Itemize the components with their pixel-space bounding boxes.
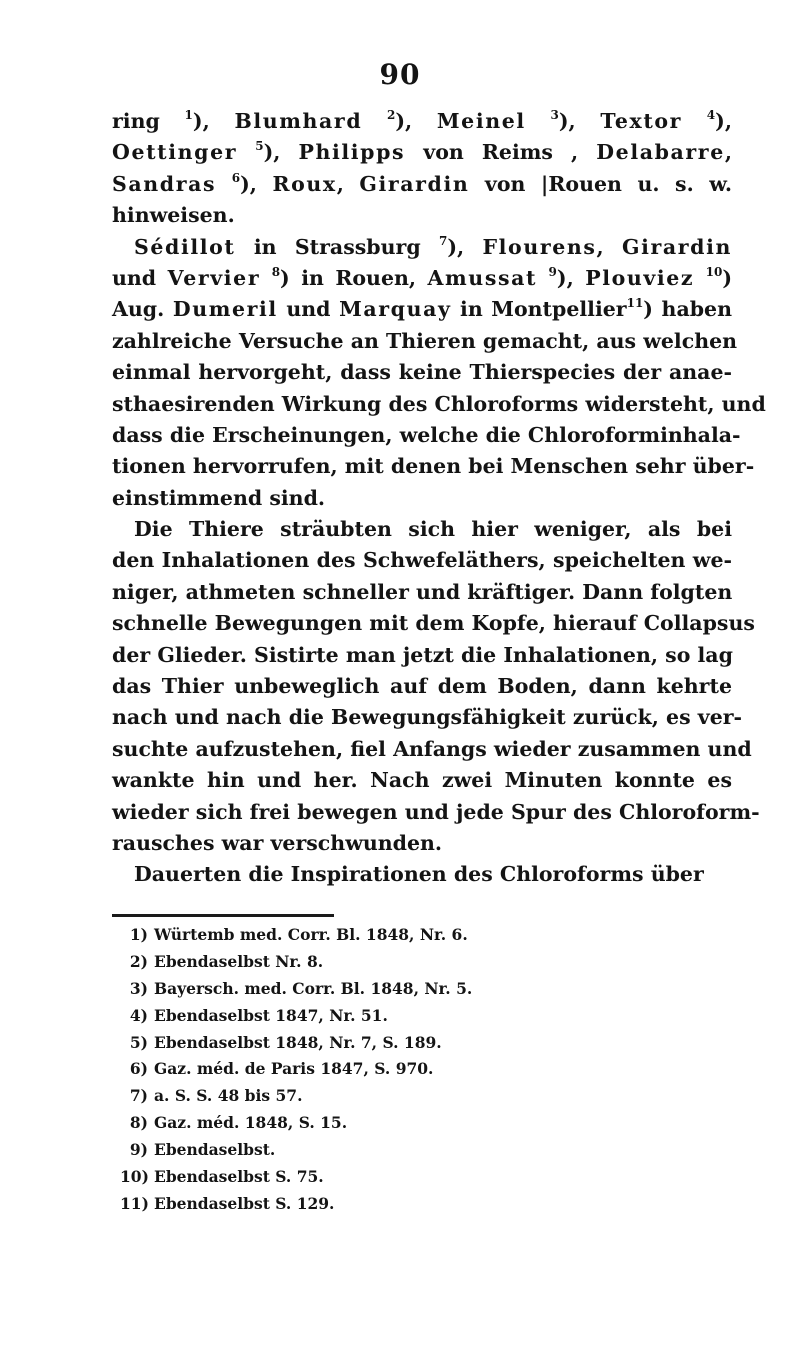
footnote-marker: 1 — [184, 108, 193, 122]
footnote-number: 4) — [129, 1005, 148, 1025]
person-name: Marquay — [339, 297, 452, 322]
footnote-text: Ebendaselbst. — [154, 1140, 276, 1160]
footnote-number: 5) — [129, 1032, 148, 1052]
text-segment: ), — [395, 109, 437, 133]
footnote-marker: 6 — [231, 170, 241, 185]
text-segment: , — [596, 234, 622, 259]
text-line — [112, 859, 732, 890]
footnote-number: 7) — [129, 1086, 148, 1106]
person-name: Girardin — [622, 234, 733, 259]
text-segment — [682, 109, 707, 133]
footnote-marker: 8 — [271, 264, 281, 279]
text-segment: in Strassburg — [235, 234, 439, 259]
footnote-number: 10) — [120, 1167, 149, 1187]
person-name: Dumeril — [172, 297, 278, 322]
text-segment: ), — [263, 140, 299, 165]
text-line — [112, 232, 732, 263]
text-line — [112, 389, 766, 420]
text-line — [112, 483, 732, 514]
person-name: Sandras — [112, 171, 217, 196]
footnote — [120, 1110, 680, 1137]
footnote-number: 2) — [129, 951, 148, 971]
text-line — [112, 294, 732, 325]
text-segment: ring — [112, 109, 185, 133]
person-name: Girardin — [359, 171, 470, 196]
footnote-text: Würtemb med. Corr. Bl. 1848, Nr. 6. — [154, 925, 468, 944]
text-segment: ), — [556, 265, 586, 290]
person-name: Philipps — [298, 140, 406, 165]
footnote-marker: 7 — [438, 233, 448, 248]
text-line — [112, 577, 732, 608]
text-segment: dass die Erscheinungen, welche die Chloroforminhala- — [112, 422, 741, 447]
body-text — [112, 106, 766, 891]
text-segment: schnelle Bewegungen mit dem Kopfe, hierauf Collapsus — [112, 611, 755, 636]
footnote-text: Bayersch. med. Corr. Bl. 1848, Nr. 5. — [154, 978, 473, 998]
text-segment: und — [277, 297, 340, 322]
text-segment: tionen hervorrufen, mit denen bei Menschen sehr über- — [112, 454, 755, 479]
footnote-text: Ebendaselbst S. 75. — [154, 1167, 324, 1187]
text-segment: nach und nach die Bewegungsfähigkeit zurück, es ver- — [112, 705, 743, 730]
footnote — [120, 1083, 680, 1110]
footnote-number: 8) — [129, 1113, 148, 1133]
footnote — [120, 1137, 680, 1164]
footnote-number: 6) — [129, 1059, 148, 1079]
footnote-marker: 2 — [386, 108, 396, 122]
footnotes — [120, 922, 680, 1218]
text-segment — [526, 109, 551, 133]
footnote-marker: 3 — [550, 108, 559, 122]
footnote-marker: 10 — [705, 264, 723, 279]
footnote-marker: 5 — [255, 139, 264, 154]
text-line — [112, 263, 732, 294]
footnote-number: 11) — [120, 1193, 149, 1213]
footnote — [120, 922, 680, 949]
text-segment: Aug. — [112, 297, 173, 322]
text-segment: in Montpellier — [451, 297, 627, 322]
text-segment: zahlreiche Versuche an Thieren gemacht, aus welchen — [112, 328, 738, 353]
text-segment: sthaesirenden Wirkung des Chloroforms widersteht, und — [112, 391, 766, 416]
person-name: Delabarre — [596, 140, 725, 165]
text-segment — [362, 109, 387, 133]
text-segment — [537, 266, 548, 290]
text-line — [112, 640, 732, 671]
footnote-text: Ebendaselbst Nr. 8. — [154, 951, 324, 971]
text-segment: , — [336, 171, 360, 196]
text-line — [112, 797, 760, 828]
footnote-text: Ebendaselbst 1848, Nr. 7, S. 189. — [154, 1032, 442, 1052]
footnote — [120, 949, 680, 976]
text-segment: und — [112, 265, 168, 290]
footnote-divider — [112, 914, 334, 917]
text-segment: Die Thiere sträubten sich hier weniger, als bei — [134, 517, 732, 542]
text-segment: ), — [447, 234, 483, 259]
text-line — [112, 671, 732, 702]
footnote-marker: 11 — [626, 296, 644, 311]
text-line — [112, 451, 755, 482]
footnote — [120, 976, 680, 1003]
text-segment: das Thier unbeweglich auf dem Boden, dann kehrte — [112, 674, 732, 699]
text-segment: ), — [558, 109, 601, 133]
footnote-text: Ebendaselbst S. 129. — [154, 1193, 335, 1213]
text-segment: , — [724, 140, 732, 165]
text-segment: ), — [240, 171, 273, 196]
footnote — [120, 1164, 680, 1191]
text-segment: rausches war verschwunden. — [112, 830, 443, 855]
text-segment: ) haben — [643, 297, 733, 322]
footnote-text: Gaz. méd. de Paris 1847, S. 970. — [154, 1059, 434, 1079]
text-line — [112, 734, 752, 765]
footnote-number: 1) — [129, 925, 148, 944]
text-segment — [260, 266, 271, 290]
footnote-text: Gaz. méd. 1848, S. 15. — [154, 1113, 348, 1133]
text-line — [112, 608, 755, 639]
text-line — [112, 545, 732, 576]
text-segment: einstimmend sind. — [112, 485, 326, 510]
footnote-text: Ebendaselbst 1847, Nr. 51. — [154, 1005, 388, 1025]
text-line — [112, 200, 732, 231]
person-name: Textor — [600, 109, 683, 133]
person-name: Roux — [272, 171, 337, 196]
footnote — [120, 1003, 680, 1030]
text-line — [112, 420, 741, 451]
footnote-marker: 9 — [548, 264, 557, 279]
text-segment — [237, 140, 255, 164]
person-name: Plouviez — [585, 265, 695, 290]
person-name: Sédillot — [134, 234, 236, 259]
text-segment: wankte hin und her. Nach zwei Minuten konnte es — [112, 768, 732, 793]
text-line — [112, 828, 732, 859]
page-number: 90 — [379, 58, 421, 91]
text-line — [112, 357, 732, 388]
footnote-number: 9) — [129, 1140, 148, 1160]
text-line — [112, 137, 732, 168]
text-line — [112, 514, 732, 545]
text-segment: ) — [722, 265, 733, 290]
text-segment: suchte aufzustehen, fiel Anfangs wieder zusammen und — [112, 736, 752, 761]
text-segment: wieder sich frei bewegen und jede Spur des Chloroform- — [112, 799, 760, 824]
text-line — [112, 765, 732, 796]
text-segment: Dauerten die Inspirationen des Chloroforms über — [134, 862, 704, 887]
text-line — [112, 702, 743, 733]
footnote-number: 3) — [129, 978, 148, 998]
text-segment: hinweisen. — [112, 203, 235, 228]
text-segment: von |Rouen u. s. w. — [469, 171, 732, 196]
text-segment: den Inhalationen des Schwefeläthers, speichelten we- — [112, 548, 732, 573]
text-segment: von Reims , — [405, 140, 597, 165]
footnote-text: a. S. S. 48 bis 57. — [154, 1086, 303, 1106]
text-segment: ), — [192, 109, 235, 133]
text-line — [112, 326, 738, 357]
text-segment: einmal hervorgeht, dass keine Thierspecies der anae- — [112, 360, 732, 385]
footnote-marker: 4 — [706, 108, 716, 122]
footnote — [120, 1030, 680, 1057]
person-name: Flourens — [482, 234, 597, 259]
text-segment: der Glieder. Sistirte man jetzt die Inhalationen, so lag — [112, 642, 733, 667]
text-segment: ), — [715, 109, 732, 133]
person-name: Meinel — [436, 109, 526, 133]
person-name: Blumhard — [234, 109, 363, 133]
text-line — [112, 169, 732, 200]
text-segment — [694, 266, 705, 290]
footnote — [120, 1056, 680, 1083]
text-segment — [216, 172, 232, 196]
person-name: Oettinger — [112, 140, 238, 165]
text-segment: ) in Rouen, — [280, 265, 428, 290]
text-line — [112, 106, 732, 137]
text-segment: niger, athmeten schneller und kräftiger. Dann folgten — [112, 579, 733, 604]
person-name: Vervier — [167, 265, 261, 290]
footnote — [120, 1191, 680, 1218]
person-name: Amussat — [427, 265, 538, 290]
